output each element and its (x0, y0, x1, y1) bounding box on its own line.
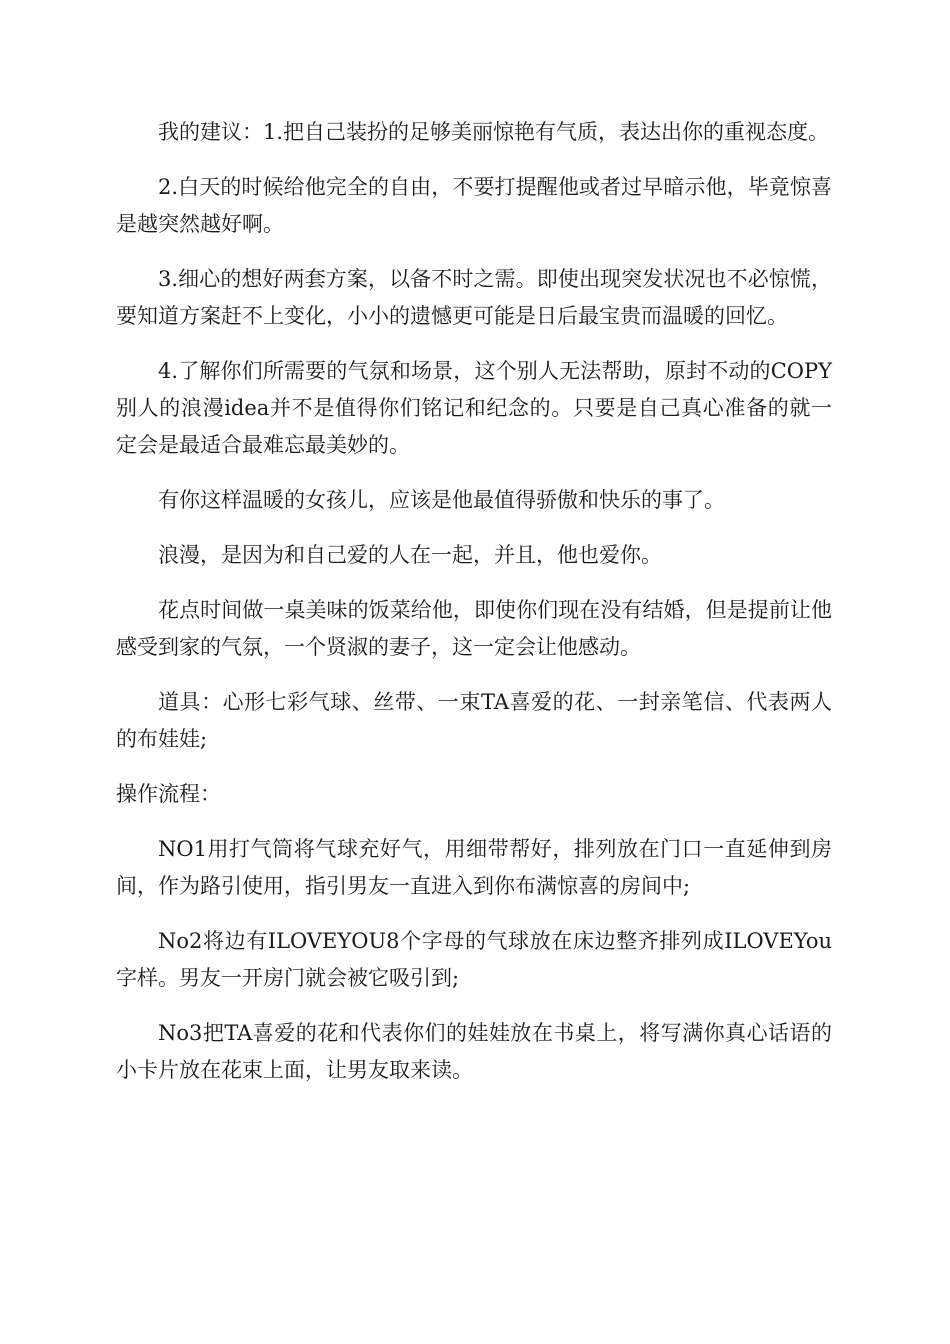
document-body (116, 114, 832, 1107)
paragraph-advice-3: 3.细心的想好两套方案，以备不时之需。即使出现突发状况也不必惊慌，要知道方案赶不上变化，小小的遗憾更可能是日后最宝贵而温暖的回忆。 (116, 267, 832, 328)
paragraph-step-1: NO1用打气筒将气球充好气，用细带帮好，排列放在门口一直延伸到房间，作为路引使用，指引男友一直进入到你布满惊喜的房间中; (116, 837, 832, 898)
paragraph-dinner: 花点时间做一桌美味的饭菜给他，即使你们现在没有结婚，但是提前让他感受到家的气氛，一个贤淑的妻子，这一定会让他感动。 (116, 598, 832, 659)
paragraph-procedure-heading: 操作流程： (116, 782, 221, 806)
paragraph-props: 道具：心形七彩气球、丝带、一束TA喜爱的花、一封亲笔信、代表两人的布娃娃; (116, 690, 832, 751)
paragraph-warm-girl: 有你这样温暖的女孩儿，应该是他最值得骄傲和快乐的事了。 (158, 488, 725, 512)
paragraph-romance: 浪漫，是因为和自己爱的人在一起，并且，他也爱你。 (158, 543, 662, 567)
paragraph-step-2: No2将边有ILOVEYOU8个字母的气球放在床边整齐排列成ILOVEYou字样。男友一开房门就会被它吸引到; (116, 929, 832, 990)
paragraph-advice-2: 2.白天的时候给他完全的自由，不要打提醒他或者过早暗示他，毕竟惊喜是越突然越好啊。 (116, 175, 832, 236)
paragraph-advice-1: 我的建议：1.把自己装扮的足够美丽惊艳有气质，表达出你的重视态度。 (158, 120, 830, 144)
paragraph-advice-4: 4.了解你们所需要的气氛和场景，这个别人无法帮助，原封不动的COPY别人的浪漫idea并不是值得你们铭记和纪念的。只要是自己真心准备的就一定会是最适合最难忘最美妙的。 (116, 359, 832, 457)
paragraph-step-3: No3把TA喜爱的花和代表你们的娃娃放在书桌上，将写满你真心话语的小卡片放在花束上面，让男友取来读。 (116, 1021, 832, 1082)
